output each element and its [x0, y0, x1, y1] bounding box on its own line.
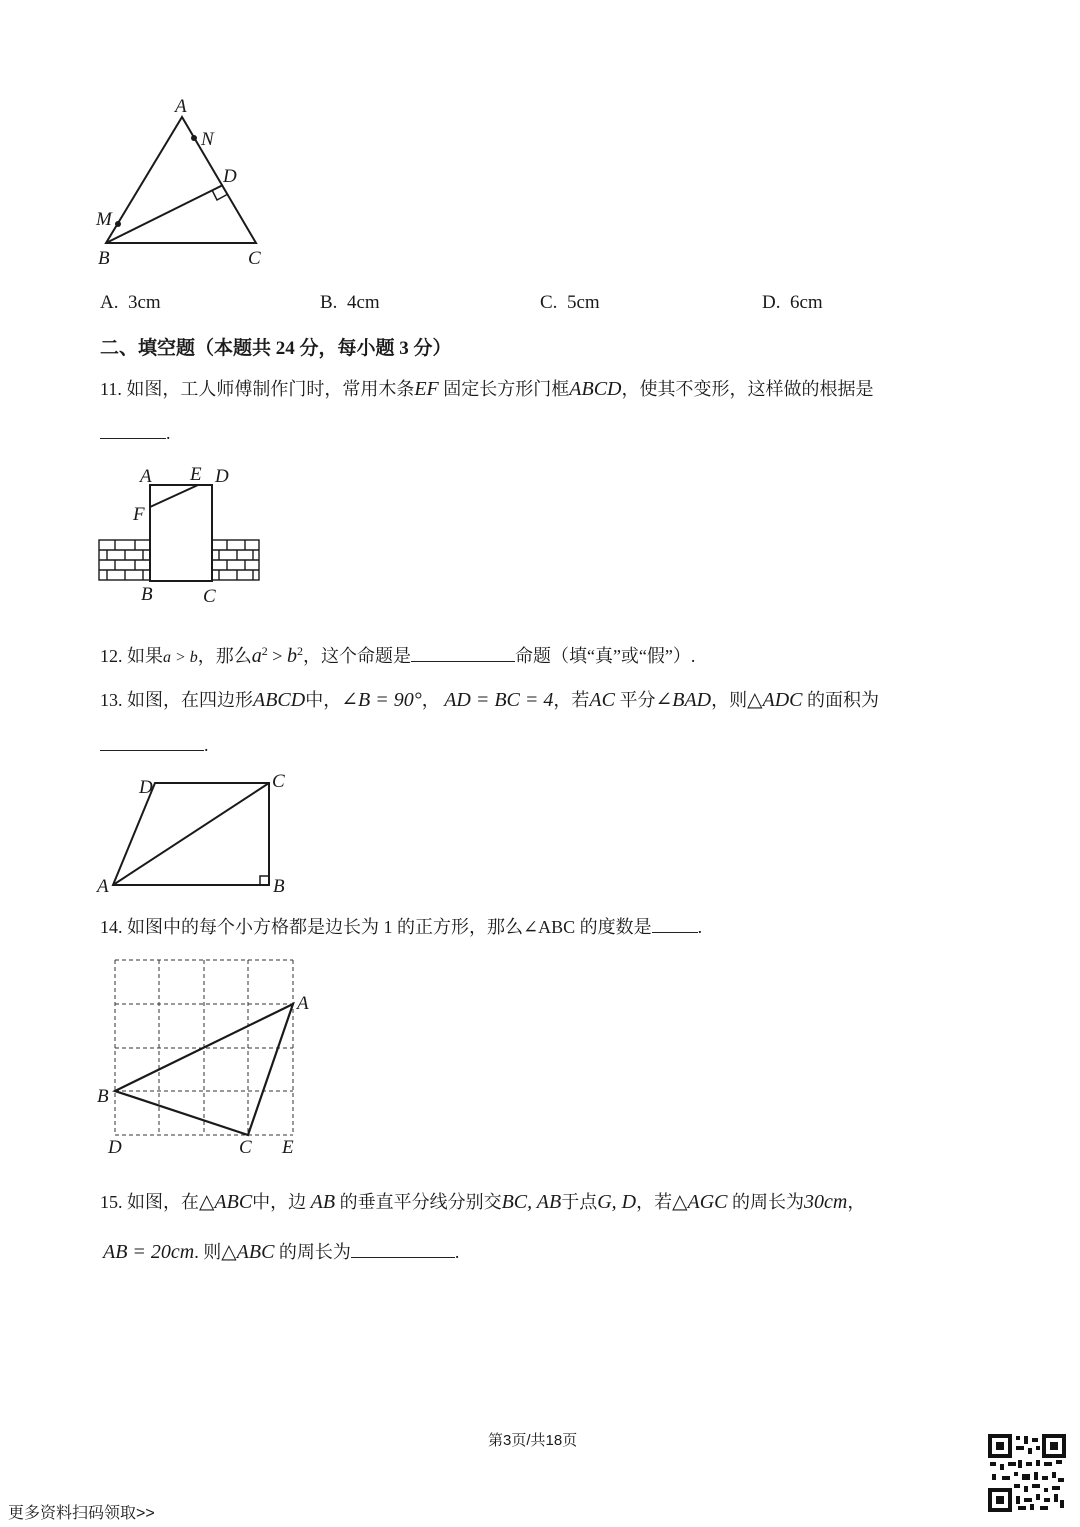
answer-blank[interactable]: [100, 420, 166, 439]
text: ，则: [711, 690, 748, 710]
option-text: 5cm: [566, 292, 600, 313]
math: 30cm: [804, 1191, 848, 1213]
q13-answer-line: [100, 732, 209, 758]
q15-text: [100, 1189, 865, 1215]
q10-option-a: [100, 292, 161, 314]
answer-blank[interactable]: [411, 643, 515, 662]
math: b: [286, 645, 297, 667]
text: ，: [847, 1192, 866, 1212]
math: △ABC: [199, 1191, 253, 1213]
q15-text-line2: [103, 1239, 459, 1265]
qr-code-icon[interactable]: [988, 1434, 1066, 1512]
text: ，若: [636, 1192, 673, 1212]
option-letter: A.: [100, 292, 119, 313]
math-sup: 2: [296, 644, 303, 658]
text: ，这个命题是: [302, 646, 411, 666]
math: EF: [414, 378, 439, 400]
math: △AGC: [672, 1191, 728, 1213]
door-frame: [150, 485, 212, 581]
label-a: A: [175, 96, 187, 117]
text: ，若: [553, 690, 590, 710]
period: .: [166, 423, 171, 443]
text: 如果: [127, 646, 163, 666]
text: 于点: [561, 1192, 598, 1212]
math: >: [267, 646, 287, 666]
text: 中，边: [252, 1192, 307, 1212]
label-b: B: [273, 876, 285, 897]
label-b: B: [97, 1086, 109, 1107]
label-d: D: [139, 777, 153, 798]
text: 的周长为: [732, 1192, 805, 1212]
brick-wall-right: [212, 540, 259, 580]
label-a: A: [97, 876, 109, 897]
label-d: D: [215, 466, 229, 487]
math-sup: 2: [261, 644, 268, 658]
math: ABCD: [569, 378, 622, 400]
period: .: [697, 917, 703, 937]
text: 中，: [305, 690, 342, 710]
math: AB = 20cm: [103, 1241, 195, 1263]
text: 如图，在四边形: [127, 690, 253, 710]
diagonal-ac: [113, 783, 269, 885]
math: a: [251, 645, 262, 667]
label-d: D: [108, 1137, 122, 1158]
math: ABCD: [253, 689, 306, 711]
text: 的垂直平分线分别交: [339, 1192, 502, 1212]
option-letter: B.: [320, 292, 338, 313]
option-letter: C.: [540, 292, 558, 313]
math: a > b: [163, 649, 198, 666]
text: 的周长为: [278, 1242, 351, 1262]
math: G, D: [597, 1191, 637, 1213]
section-title: 二、填空题（本题共 24 分，每小题 3 分）: [100, 338, 452, 359]
text: 平分: [619, 690, 656, 710]
label-a: A: [297, 993, 309, 1014]
q10-option-c: [540, 292, 600, 314]
more-materials-link[interactable]: 更多资料扫码领取>>: [8, 1505, 155, 1522]
q12-text: [100, 638, 695, 671]
q13-figure: [95, 765, 305, 900]
label-c: C: [248, 248, 261, 269]
math: ∠BAD: [655, 689, 712, 711]
math: △ADC: [747, 689, 803, 711]
text: 固定长方形门框: [443, 379, 570, 399]
text: 的面积为: [807, 690, 879, 710]
question-number: 13.: [100, 690, 123, 710]
math: AD = BC = 4: [444, 689, 554, 711]
period: .: [204, 735, 209, 755]
period: .: [454, 1242, 460, 1262]
math: BC, AB: [501, 1191, 562, 1213]
question-number: 12.: [100, 646, 123, 666]
text: ，: [421, 690, 440, 710]
label-c: C: [239, 1137, 252, 1158]
text: ，那么: [197, 646, 252, 666]
text: 命题（填“真”或“假”）.: [514, 646, 696, 666]
option-text: 4cm: [346, 292, 380, 313]
q13-text: [100, 687, 879, 713]
label-e: E: [282, 1137, 294, 1158]
q11-answer-line: [100, 420, 171, 446]
label-a: A: [140, 466, 152, 487]
option-text: 6cm: [789, 292, 823, 313]
option-text: 3cm: [127, 292, 161, 313]
label-b: B: [141, 584, 153, 605]
question-number: 15.: [100, 1192, 123, 1212]
q10-option-b: [320, 292, 380, 314]
q14-figure: [95, 950, 325, 1160]
page-number: 第3页/共18页: [488, 1432, 578, 1449]
label-c: C: [272, 771, 285, 792]
q11-figure: [95, 460, 270, 610]
text: 如图，工人师傅制作门时，常用木条: [126, 379, 415, 399]
option-letter: D.: [762, 292, 781, 313]
math: ∠B = 90°: [341, 689, 422, 711]
label-c: C: [203, 586, 216, 607]
question-number: 11.: [100, 379, 122, 399]
point-m: [115, 221, 121, 227]
label-n: N: [201, 129, 214, 150]
text: . 则: [194, 1242, 222, 1262]
math: AC: [589, 689, 615, 711]
label-d: D: [223, 166, 237, 187]
q10-option-d: [762, 292, 823, 314]
label-m: M: [96, 209, 112, 230]
q14-text: [100, 914, 702, 940]
text: ，使其不变形，这样做的根据是: [621, 379, 874, 399]
label-f: F: [133, 504, 145, 525]
right-angle-mark: [260, 876, 269, 885]
text: 如图中的每个小方格都是边长为 1 的正方形，那么∠ABC 的度数是: [127, 917, 652, 937]
brick-wall-left: [99, 540, 150, 580]
answer-blank[interactable]: [100, 732, 204, 751]
q10-figure: [90, 90, 290, 275]
answer-blank[interactable]: [652, 914, 698, 933]
math: AB: [310, 1191, 336, 1213]
point-n: [191, 135, 197, 141]
math: △ABC: [221, 1241, 275, 1263]
question-number: 14.: [100, 917, 123, 937]
label-e: E: [190, 464, 202, 485]
text: 如图，在: [127, 1192, 199, 1212]
label-b: B: [98, 248, 110, 269]
q11-text: [100, 376, 874, 402]
answer-blank[interactable]: [351, 1239, 455, 1258]
